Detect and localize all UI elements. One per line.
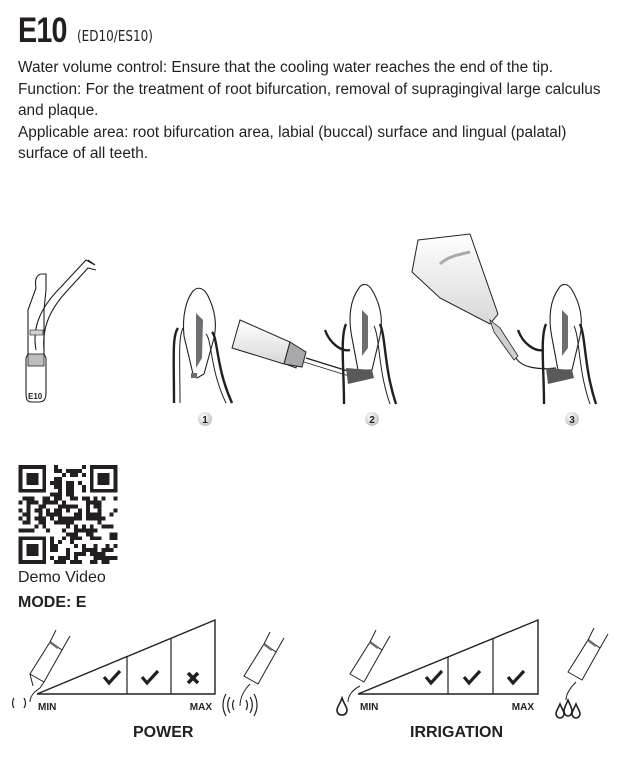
multi-drop-icon bbox=[556, 700, 580, 718]
usage-illustrations bbox=[0, 228, 626, 438]
water-volume-text: Water volume control: Ensure that the cooling water reaches the end of the tip. bbox=[18, 59, 553, 76]
description bbox=[18, 57, 618, 165]
power-min-label: MIN bbox=[38, 702, 57, 713]
step-number-1: 1 bbox=[202, 415, 208, 426]
power-max-label: MAX bbox=[189, 702, 212, 713]
single-drop-icon bbox=[337, 698, 347, 715]
model-name: E10 bbox=[18, 11, 67, 50]
irrigation-scale bbox=[320, 606, 620, 724]
demo-video-label: Demo Video bbox=[18, 569, 106, 586]
handpiece-max-icon bbox=[240, 632, 284, 706]
scaler-tip-illustration bbox=[26, 260, 96, 402]
step-badge-1 bbox=[198, 412, 212, 426]
qr-code[interactable] bbox=[18, 465, 118, 564]
step-badge-2 bbox=[365, 412, 379, 426]
tip-engraving: E10 bbox=[28, 392, 43, 401]
mode-label: MODE: E bbox=[18, 594, 87, 611]
step-3-illustration bbox=[412, 234, 596, 404]
applicable-area-text: Applicable area: root bifurcation area, labial (buccal) surface and lingual (palatal) bbox=[18, 123, 567, 141]
step-2-illustration bbox=[232, 284, 396, 404]
step-number-2: 2 bbox=[369, 415, 375, 426]
power-title: POWER bbox=[133, 724, 194, 741]
irrigation-min-label: MIN bbox=[360, 702, 379, 713]
irrigation-max-label: MAX bbox=[511, 702, 534, 713]
irrigation-title: IRRIGATION bbox=[410, 724, 504, 741]
title-row bbox=[18, 12, 172, 48]
power-scale bbox=[0, 606, 300, 724]
applicable-area-text-cont: surface of all teeth. bbox=[18, 145, 149, 163]
low-vibration-icon bbox=[13, 698, 26, 708]
function-text: Function: For the treatment of root bifurcation, removal of supragingival large calculus and plaque. bbox=[18, 80, 601, 120]
model-variants: (ED10/ES10) bbox=[77, 27, 153, 45]
step-badge-3 bbox=[565, 412, 579, 426]
step-number-3: 3 bbox=[569, 415, 575, 426]
handpiece-max-icon bbox=[566, 628, 608, 700]
